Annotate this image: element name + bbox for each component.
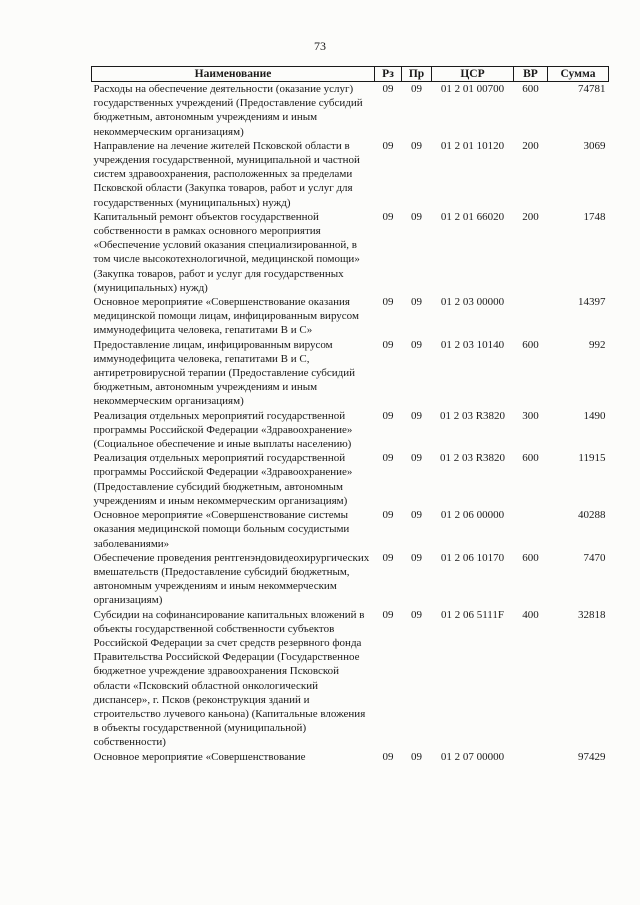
cell-sum: 3069	[583, 139, 606, 152]
cell-csr: 01 2 03 00000	[440, 296, 505, 309]
cell-name: Капитальный ремонт объектов государственной собственности в рамках основного мероприятия «Обеспечение условий оказания специализированной, в том числе высокотехнологичной, медицинской помощи» (Закупка товаров, работ и услуг для государственных (муниципальных) нужд)	[93, 210, 360, 294]
cell-csr: 01 2 07 00000	[440, 750, 505, 763]
header-name: Наименование	[92, 67, 375, 82]
cell-pr: 09	[411, 509, 422, 522]
cell-name: Реализация отдельных мероприятий государственной программы Российской Федерации «Здравоохранение» (Социальное обеспечение и иные выплаты населению)	[93, 409, 353, 451]
cell-csr: 01 2 01 10120	[440, 139, 505, 152]
cell-sum: 11915	[578, 452, 606, 465]
cell-rz: 09	[382, 409, 394, 422]
cell-rz: 09	[382, 210, 394, 223]
cell-pr: 09	[411, 551, 422, 564]
table-row	[92, 338, 609, 409]
cell-csr: 01 2 03 R3820	[439, 452, 506, 465]
cell-rz: 09	[382, 608, 394, 621]
cell-csr: 01 2 06 5111F	[440, 608, 505, 621]
table-row	[92, 210, 609, 295]
cell-pr: 09	[411, 338, 422, 351]
table-row	[92, 608, 609, 750]
cell-csr: 01 2 03 R3820	[439, 409, 506, 422]
cell-pr: 09	[411, 750, 422, 763]
header-pr: Пр	[402, 67, 432, 82]
cell-pr: 09	[411, 83, 422, 95]
cell-csr: 01 2 06 00000	[440, 509, 505, 522]
cell-vr: 300	[522, 409, 539, 422]
cell-name: Основное мероприятие «Совершенствование	[93, 750, 306, 763]
cell-vr: 600	[522, 452, 539, 465]
cell-pr: 09	[411, 452, 422, 465]
budget-table	[91, 66, 609, 764]
cell-pr: 09	[411, 210, 422, 223]
cell-rz: 09	[382, 452, 394, 465]
table-row	[92, 551, 609, 608]
cell-rz: 09	[382, 338, 394, 351]
cell-pr: 09	[411, 139, 422, 152]
cell-name: Основное мероприятие «Совершенствование системы оказания медицинской помощи больным сосудистыми заболеваниями»	[93, 509, 350, 550]
cell-sum: 40288	[578, 509, 606, 522]
header-csr: ЦСР	[432, 67, 514, 82]
header-sum: Сумма	[548, 67, 609, 82]
cell-rz: 09	[382, 139, 394, 152]
cell-vr	[514, 295, 548, 338]
table-row	[92, 508, 609, 551]
cell-sum: 14397	[578, 296, 606, 309]
cell-vr	[514, 750, 548, 764]
cell-csr: 01 2 03 10140	[440, 338, 505, 351]
cell-sum: 97429	[578, 750, 606, 763]
page-number: 73	[314, 39, 326, 53]
cell-name: Обеспечение проведения рентгенэндовидеохирургических вмешательств (Предоставление субсидий бюджетным, автономным учреждениям и иным некоммерческим организациям)	[93, 551, 370, 607]
table-header-row	[92, 67, 609, 82]
cell-sum: 992	[589, 338, 606, 351]
cell-sum: 1490	[583, 409, 606, 422]
cell-name: Предоставление лицам, инфицированным вирусом иммунодефицита человека, гепатитами В и С, антиретровирусной терапии (Предоставление субсидий бюджетным, автономным учреждениям и иным некоммерческим организациям)	[93, 338, 356, 408]
cell-pr: 09	[411, 296, 422, 309]
cell-name: Расходы на обеспечение деятельности (оказание услуг) государственных учреждений (Предоставление субсидий бюджетным, автономным учреждениям и иным некоммерческим организациям)	[93, 83, 363, 138]
header-rz: Рз	[375, 67, 402, 82]
cell-name: Реализация отдельных мероприятий государственной программы Российской Федерации «Здравоохранение» (Предоставление субсидий бюджетным, автономным учреждениям и иным некоммерческим организациям)	[93, 452, 353, 507]
cell-pr: 09	[411, 608, 422, 621]
cell-sum: 7470	[583, 551, 606, 564]
cell-vr	[514, 508, 548, 551]
cell-sum: 1748	[583, 210, 606, 223]
table-row	[92, 139, 609, 210]
cell-rz: 09	[382, 750, 394, 763]
table-row	[92, 409, 609, 452]
table-row	[92, 451, 609, 508]
cell-vr: 200	[522, 210, 539, 223]
cell-rz: 09	[382, 551, 394, 564]
table-row	[92, 295, 609, 338]
cell-rz: 09	[382, 83, 394, 95]
cell-sum: 74781	[578, 83, 606, 95]
cell-rz: 09	[382, 296, 394, 309]
table-row	[92, 82, 609, 139]
cell-vr: 400	[522, 608, 539, 621]
cell-csr: 01 2 06 10170	[440, 551, 505, 564]
cell-csr: 01 2 01 00700	[440, 83, 505, 95]
cell-vr: 600	[522, 83, 539, 95]
cell-vr: 200	[522, 139, 539, 152]
cell-name: Субсидии на софинансирование капитальных вложений в объекты государственной собственности субъектов Российской Федерации за счет средств резервного фонда Правительства Российской Федерации (Государственное бюджетное учреждение здравоохранения Псковской области «Псковский областной онкологический диспансер», г. Псков (реконструкция зданий и строительство лучевого каньона) (Капитальные вложения в объекты государственной (муниципальной) собственности)	[93, 608, 366, 749]
cell-name: Основное мероприятие «Совершенствование оказания медицинской помощи лицам, инфицированным вирусом иммунодефицита человека, гепатитами В и С»	[93, 296, 359, 337]
cell-vr: 600	[522, 338, 539, 351]
cell-csr: 01 2 01 66020	[440, 210, 505, 223]
table-row	[92, 750, 609, 764]
cell-vr: 600	[522, 551, 539, 564]
header-vr: ВР	[514, 67, 548, 82]
cell-sum: 32818	[578, 608, 606, 621]
cell-rz: 09	[382, 509, 394, 522]
cell-pr: 09	[411, 409, 422, 422]
cell-name: Направление на лечение жителей Псковской области в учреждения государственной, муниципальной и частной систем здравоохранения, расположенных за пределами Псковской области (Закупка товаров, работ и услуг для государственных (муниципальных) нужд)	[93, 139, 360, 209]
